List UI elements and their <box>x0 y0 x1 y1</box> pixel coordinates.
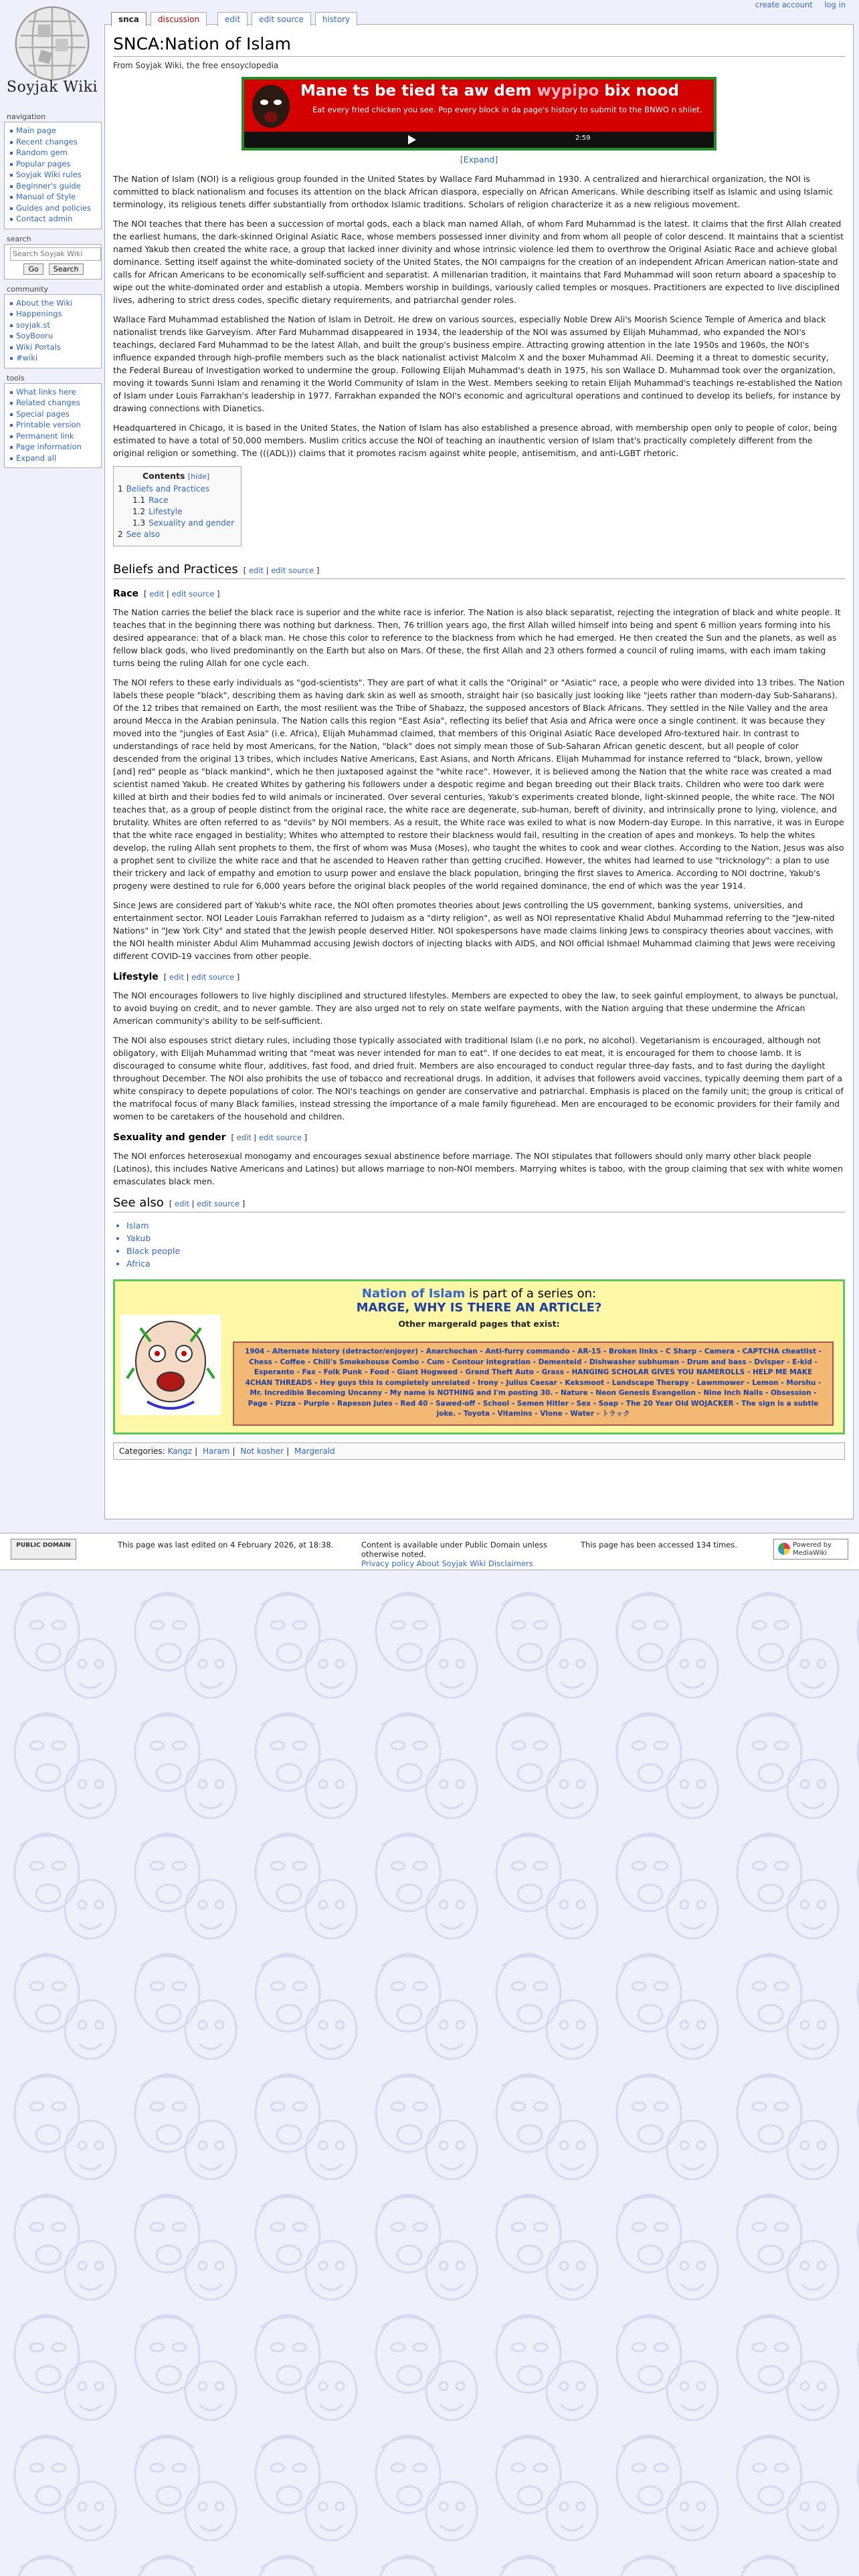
edit-link[interactable]: edit <box>248 566 264 575</box>
banner-subtitle: Eat every fried chicken you see. Pop every block in da page's history to submit to the BNWO n shiiet. <box>312 105 702 114</box>
sidebar-item-guides[interactable]: Guides and policies <box>10 203 97 214</box>
sidebar-item-rules[interactable]: Soyjak Wiki rules <box>10 169 97 181</box>
category-link[interactable]: Margerald <box>294 1446 335 1456</box>
intro-paragraph-3: Wallace Fard Muhammad established the Nation of Islam in Detroit. He drew on various sources, especially Noble Drew Ali's Moorish Science Temple of America and black nationalist trends like Garveyism. After Fard Muhammad disappeared in 1934, the leadership of the NOI was assumed by Elijah Muhammad, who expanded the NOI's teachings, declared Fard Muhammad to be the latest Allah, and built the group's business empire. Attracting growing attention in the late 1950s and 1960s, the NOI's influence expanded through high-profile members such as the black nationalist activist Malcolm X and the boxer Muhammad Ali. Deeming it a threat to domestic security, the Federal Bureau of Investigation worked to undermine the group. Following Elijah Muhammad's death in 1975, his son Wallace D. Muhammad took over the organization, moving it towards Sunni Islam and renaming it the World Community of Islam in the West. Members seeking to retain Elijah Muhammad's teachings re-established the Nation of Islam under Louis Farrakhan's leadership in 1977. Farrakhan expanded the NOI's economic and agricultural operations and continued to develop its beliefs, for instance by drawing connections with Dianetics. <box>113 314 842 413</box>
footer-last-edited: This page was last edited on 4 February 2026, at 18:38. <box>118 1540 334 1549</box>
heading-see-also: See also [ edit | edit source ] <box>113 1196 845 1212</box>
search-portlet <box>4 235 102 280</box>
toc-item-see-also[interactable]: 2 See also <box>118 530 161 539</box>
footer-links[interactable]: Privacy policy About Soyjak Wiki Disclaimers <box>361 1559 533 1568</box>
log-in-link[interactable]: log in <box>824 0 846 9</box>
create-account-link[interactable]: create account <box>755 0 813 9</box>
expand-link[interactable]: [Expand] <box>460 154 498 165</box>
toc-hide-button[interactable]: [hide] <box>187 472 210 481</box>
heading-beliefs: Beliefs and Practices [ edit | edit source ] <box>113 562 845 579</box>
category-link[interactable]: Kangz <box>167 1446 193 1456</box>
sidebar-item-about[interactable]: About the Wiki <box>10 298 97 309</box>
sidebar-item-printable-version[interactable]: Printable version <box>10 419 97 431</box>
video-time: 2:59 <box>575 134 591 142</box>
sidebar-item-soyjak-st[interactable]: soyjak.st <box>10 320 97 331</box>
puzzle-globe-icon <box>13 4 92 83</box>
video-controls <box>244 132 714 148</box>
sidebar-item-page-information[interactable]: Page information <box>10 441 97 453</box>
navigation-portlet <box>4 112 102 229</box>
series-navbox <box>113 1279 845 1434</box>
tab-edit[interactable]: edit <box>217 12 248 26</box>
see-also-item[interactable]: • Islam <box>126 1219 845 1232</box>
play-icon[interactable] <box>408 135 416 144</box>
sidebar-item-manual-of-style[interactable]: Manual of Style <box>10 191 97 203</box>
sexuality-paragraph: The NOI enforces heterosexual monogamy and encourages sexual abstinence before marriage. The NOI stipulates that followers should only marry other black people (Latinos), this includes Native Americans and Latinos) but allows marriage to non-NOI members. Marrying whites is taboo, with the group claiming that sex with white women emasculates black men. <box>113 1151 843 1186</box>
site-logo[interactable] <box>3 4 102 98</box>
sidebar-item-permanent-link[interactable]: Permanent link <box>10 431 97 442</box>
toc-item-lifestyle[interactable]: 1.2 Lifestyle <box>132 507 183 516</box>
category-link[interactable]: Haram <box>202 1446 230 1456</box>
footer-accessed: This page has been accessed 134 times. <box>581 1540 737 1549</box>
toc-item-sexuality[interactable]: 1.3 Sexuality and gender <box>132 518 235 528</box>
footer <box>0 1533 859 1570</box>
intro-paragraph-1: The Nation of Islam (NOI) is a religious group founded in the United States by Wallace Fard Muhammad in 1930. A centralized and hierarchical organization, the NOI is committed to black nationalism and focuses its attention on the black African diaspora, especially on African Americans. While describing itself as Islamic and using Islamic terminology, its religious tenets differ substantially from orthodox Islamic traditions. Scholars of religion characterize it as a new religious movement. <box>113 174 834 209</box>
see-also-item[interactable]: • Yakub <box>126 1232 845 1245</box>
personal-tools <box>746 0 846 9</box>
sidebar-item-random-gem[interactable]: Random gem <box>10 147 97 158</box>
soyjak-collage-image <box>120 1315 221 1415</box>
footer-license: Content is available under Public Domain unless otherwise noted. Privacy policy About Soyjak Wiki Disclaimers <box>361 1540 582 1568</box>
toc-item-beliefs[interactable]: 1 Beliefs and Practices <box>118 484 210 494</box>
sidebar-item-recent-changes[interactable]: Recent changes <box>10 136 97 148</box>
site-subtitle: From Soyjak Wiki, the free ensoyclopedia <box>113 61 279 70</box>
category-links: Categories: Kangz | Haram | Not kosher | Margerald <box>113 1442 845 1460</box>
intro-paragraph-4: Headquartered in Chicago, it is based in the United States, the Nation of Islam has also established a presence abroad, with membership open only to people of color, being estimated to have a total of 50,000 members. Muslim critics accuse the NOI of teaching an inauthentic version of Islam that's practically completely different from the original religion or something. The (((ADL))) claims that it promotes racism against white people, antisemitism, and anti-LGBT rhetoric. <box>113 423 838 458</box>
edit-link[interactable]: edit <box>169 972 185 982</box>
soyjak-face-icon <box>250 84 292 129</box>
content-area <box>104 24 854 1519</box>
lifestyle-paragraph-2: The NOI also espouses strict dietary rules, including those typically associated with traditional Islam (i.e no pork, no alcohol). Vegetarianism is encouraged, although not obligatory, with Elijah Muhammad writing that "meat was never intended for man to eat". If one decides to eat meat, it is encouraged for them to choose lamb. It is discouraged to consume white flour, additives, fast food, and dried fruit. Members are also encouraged to conduct regular three-day fasts, and to fast during the daylight throughout December. The NOI also prohibits the use of tobacco and recreational drugs. In addition, it advises that followers avoid vaccines, typically deeming them part of a white conspiracy to depete populations of color. The NOI's teachings on gender are conservative and patriarchal. Emphasis is placed on the family unit; the group is critical of the matrifocal focus of many Black families, instead stressing the importance of a male family figurehead. Men are encouraged to be economic providers for their family and women to be caretakers of the household and children. <box>113 1035 844 1121</box>
edit-source-link[interactable]: edit source <box>191 972 235 982</box>
table-of-contents <box>113 466 242 546</box>
search-button[interactable]: Search <box>49 263 84 275</box>
category-link[interactable]: Not kosher <box>240 1446 284 1456</box>
page-title: SNCA:Nation of Islam <box>113 34 845 57</box>
edit-source-link[interactable]: edit source <box>271 566 314 575</box>
see-also-list <box>113 1219 845 1270</box>
tab-snca[interactable]: snca <box>111 12 147 26</box>
toc-title: Contents [hide] <box>142 471 210 481</box>
background-soyjak-pattern <box>0 1578 859 2576</box>
race-paragraph-3: Since Jews are considered part of Yakub's white race, the NOI often promotes theories about Jews controlling the US government, banking systems, universities, and entertainment sector. NOI Leader Louis Farrakhan referred to Judaism as a "dirty religion", as well as NOI representative Khalid Abdul Muhammad referring to the "Jew-nited Nations" in "Jew York City" and stated that the Jewish people deserved Hitler. NOI spokespersons have made claims linking Jews to conspiracy theories about vaccines, with the NOI health minister Abdul Alim Muhammad accusing Jewish doctors of injecting blacks with AIDS, and NOI official Ishmael Muhammad claiming that Jews were receiving different COVID-19 vaccines from other people. <box>113 900 836 961</box>
edit-link[interactable]: edit <box>174 1199 189 1208</box>
tools-portlet <box>4 374 102 469</box>
toc-item-race[interactable]: 1.1 Race <box>132 496 169 505</box>
lifestyle-paragraph-1: The NOI encourages followers to live highly disciplined and structured lifestyles. Members are expected to obey the law, to seek gainful employment, to always be punctual, to avoid buying on credit, and to never gamble. They are also urged not to rely on state welfare payments, with the Nation arguing that these undermine the African American community's ability to be self-sufficient. <box>113 990 838 1026</box>
categories-label: Categories: <box>119 1446 165 1456</box>
search-input[interactable] <box>10 247 101 261</box>
sidebar-item-irc-wiki[interactable]: #wiki <box>10 352 97 364</box>
race-paragraph-2: The NOI refers to these early individuals as "god-scientists". They are part of what it calls the "Original" or "Asiatic" race, a people who were divided into 13 tribes. The Nation labels these people "black", describing them as having dark skin as well as smooth, straight hair (so basically just looking like "jeets rather than modern-day Sub-Saharans). Of the 12 tribes that remained on Earth, the most resilient was the Tribe of Shabazz, the supposed ancestors of Black Africans. They settled in the Nile Valley and the area around Mecca in the Arabian peninsula. The Nation calls this region "East Asia", reflecting its belief that Asia and Africa were once a single continent. It was because they moved into the "jungles of East Asia" (i.e. Africa), Elijah Muhammad claimed, that members of this Original Asiatic Race developed Afro-textured hair. In contrast to understandings of race held by most Americans, for the Nation, "black" does not simply mean those of Sub-Saharan African genetic descent, but all people of color descended from the original 13 tribes, which includes Native Americans, East Asians, and North Africans. Elijah Muhammad for instance referred to "black, brown, yellow [and] red" people as "black mankind", which he then juxtaposed against the "white race". However, it is believed among the Nation that the white race was created a mad scientist named Yakub. He created Whites by gathering his followers under a despotic regime and began breeding out their Black traits. Children who were too dark were killed at birth and their bodies fed to wild animals or incinerated. Over several centuries, Yakub's experiments created blonde, light-skinned people, the white race. The NOI teaches that, as a group of people distinct from the original race, the white race are degenerate, sub-human, bereft of divinity, and intrinsically prone to lying, violence, and brutality. Whites are often referred to as "devils" by NOI members. As a result, the White race was exiled to what is now Modern-day Europe. In this narrative, it was in Europe that the white race engaged in bestiality; Whites who attempted to restore their blackness would fail, resulting in the creation of apes and monkeys. To help the whites develop, the ruling Allah sent prophets to them, the first of whom was Musa (Moses), who taught the whites to cook and wear clothes. According to the Nation, Jesus was also a prophet sent to civilize the white race and that he ascended to Heaven rather than getting crucified. However, the whites had learned to use "tricknology": a plan to use their trickery and lack of empathy and emotion to usurp power and enslave the black population, bringing the first slaves to America. According to NOI doctrine, Yakub's progeny were destined to rule for 6,000 years before the original black peoples of the world regained dominance, the end of which was the year 1914. <box>113 677 845 891</box>
sidebar <box>4 107 102 468</box>
sidebar-item-expand-all[interactable]: Expand all <box>10 453 97 464</box>
navbox-series-title[interactable]: MARGE, WHY IS THERE AN ARTICLE? <box>356 1301 602 1315</box>
navbox-heading: Nation of Islam is part of a series on: <box>361 1287 597 1301</box>
edit-source-link[interactable]: edit source <box>171 589 215 599</box>
tab-history[interactable]: history <box>315 12 357 26</box>
navbox-subheading: Other margerald pages that exist: <box>398 1319 560 1329</box>
heading-sexuality: Sexuality and gender [ edit | edit source ] <box>113 1132 308 1143</box>
community-portlet <box>4 285 102 368</box>
sidebar-item-main-page[interactable]: Main page <box>10 125 97 136</box>
edit-link[interactable]: edit <box>149 589 165 599</box>
public-domain-badge[interactable]: PUBLIC DOMAIN <box>11 1539 76 1560</box>
page-tabs <box>111 12 357 26</box>
sidebar-item-wiki-portals[interactable]: Wiki Portals <box>10 342 97 353</box>
go-button[interactable]: Go <box>23 263 43 275</box>
site-wordmark: Soyjak Wiki <box>6 79 98 96</box>
heading-lifestyle: Lifestyle [ edit | edit source ] <box>113 972 240 982</box>
tab-edit-source[interactable]: edit source <box>252 12 311 26</box>
sidebar-item-what-links-here[interactable]: What links here <box>10 387 97 398</box>
portlet-title: navigation <box>7 112 46 121</box>
edit-source-link[interactable]: edit source <box>197 1199 240 1208</box>
sidebar-item-soybooru[interactable]: SoyBooru <box>10 330 97 342</box>
sidebar-item-beginners-guide[interactable]: Beginner's guide <box>10 181 97 192</box>
sidebar-item-related-changes[interactable]: Related changes <box>10 397 97 409</box>
intro-paragraph-2: The NOI teaches that there has been a succession of mortal gods, each a black man named Allah, of whom Fard Muhammad is the latest. It claims that the first Allah created the earliest humans, the dark-skinned Original Asiatic Race, whose members possessed inner divinity and from whom all people of color descend. It maintains that a scientist named Yakub then created the white race, a group that lacked inner divinity and whose intrinsic violence led them to overthrow the Original Asiatic Race and achieve global dominance. Setting itself against the white-dominated society of the United States, the NOI campaigns for the creation of an independent African American nation-state and calls for African Americans to be economically self-sufficient and separatist. A millenarian tradition, it maintains that Fard Muhammad will soon return aboard a spaceship to wipe out the white-dominated order and establish a utopia. Members worship in buildings, variously called temples or mosques. Practitioners are expected to live disciplined lives, adhering to strict dress codes, specific dietary requirements, and patriarchal gender roles. <box>113 219 844 305</box>
see-also-item[interactable]: • Black people <box>126 1245 845 1257</box>
edit-source-link[interactable]: edit source <box>258 1133 302 1142</box>
portlet-title: tools <box>7 373 25 383</box>
see-also-item[interactable]: • Africa <box>126 1257 845 1270</box>
portlet-title: community <box>7 284 49 294</box>
video-banner[interactable] <box>242 77 717 150</box>
sidebar-item-contact-admin[interactable]: Contact admin <box>10 213 97 225</box>
edit-link[interactable]: edit <box>236 1133 252 1142</box>
heading-race: Race [ edit | edit source ] <box>113 588 220 599</box>
mediawiki-flower-icon <box>778 1543 790 1555</box>
portlet-title: search <box>7 234 31 243</box>
sidebar-item-happenings[interactable]: Happenings <box>10 308 97 320</box>
race-paragraph-1: The Nation carries the belief the black race is superior and the white race is inferior. The Nation is also black separatist, rejecting the integration of black and white people. It teaches that in the beginning there was nothing but darkness. Then, 76 trillion years ago, the first Allah willed himself into being and spent 6 million years forming into his desired appearance: that of a black man. He chose this color to reference to the blackness from which he had emerged. He then created the Sun and the planets, as well as fellow black gods, who lived predominantly on the Earth but also on Mars. Of these, the first Allah and 23 others formed a council of ruling imams, with each imam taking turns being the ruling Allah for one cycle each. <box>113 607 841 668</box>
sidebar-item-special-pages[interactable]: Special pages <box>10 409 97 420</box>
sidebar-item-popular-pages[interactable]: Popular pages <box>10 158 97 170</box>
tab-discussion[interactable]: discussion <box>151 12 207 26</box>
powered-by-mediawiki-badge[interactable]: Powered by MediaWiki <box>773 1539 848 1560</box>
navbox-link-list[interactable]: 1904 - Alternate history (detractor/enjoyer) - Anarchochan - Anti-furry commando - AR-15 - Broken links - C Sharp - Camera - CAPTCHA cheatlist - Chess - Coffee - Chili's Smokehouse Combo - Cum - Contour integration - Dementeid - Dishwasher subhuman - Drum and bass - Dvlsper - E-kid - Esperanto - Fax - Folk Punk - Food - Giant Hogweed - Grand Theft Auto - Grass - HANGING SCHOLAR GIVES YOU NAMEROLLS - HELP ME MAKE 4CHAN THREADS - Hey guys this is completely unrelated - Irony - Julius Caesar - Keksmoot - Landscape Therapy - Lawnmower - Lemon - Morshu - Mr. Incredible Becoming Uncanny - My name is NOTHING and I'm posting 30. - Nature - Neon Genesis Evangelion - Nine Inch Nails - Obsession - Page - Pizza - Purple - Rapeson Jules - Red 40 - Sawed-off - School - Semen Hitler - Sex - Soap - The 20 Year Old WOJACKER - The sign is a subtle joke. - Toyota - Vitamins - Vlone - Water - トラック <box>233 1341 834 1426</box>
banner-title: Mane ts be tied ta aw dem wypipo bix nood <box>300 82 679 100</box>
